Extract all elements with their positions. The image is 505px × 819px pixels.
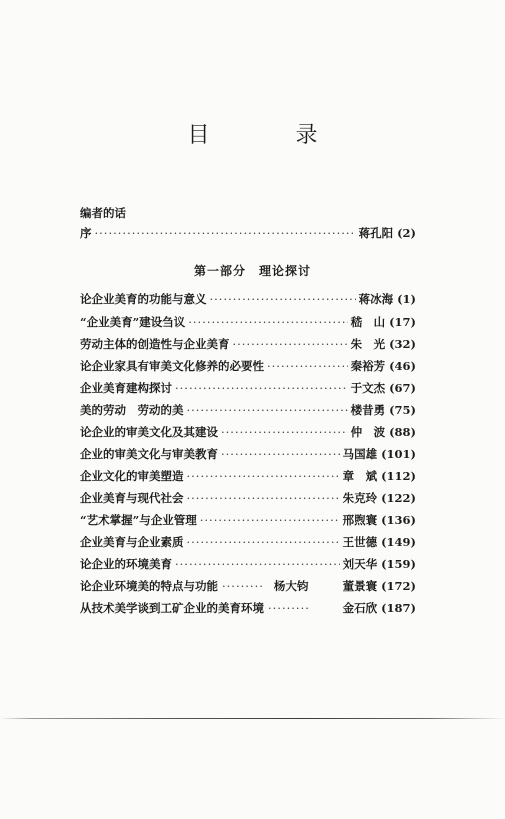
entry-title: “企业美育”建设刍议 [80, 315, 186, 329]
entry-author: 王世德 [342, 535, 378, 549]
dot-leader [267, 358, 348, 374]
entry-page: (46) [389, 359, 416, 373]
entry-author: 嵇 山 [350, 315, 386, 329]
entry-author: 邢煦寰 [342, 513, 378, 527]
dot-leader [175, 380, 348, 396]
entry-author: 于文杰 [350, 381, 386, 395]
entry-page: (88) [389, 425, 416, 439]
entry-page: (75) [389, 403, 416, 417]
toc-entry [80, 534, 416, 552]
toc-entry [80, 468, 416, 486]
toc-entry [80, 490, 416, 508]
entry-title: 论企业的审美文化及其建设 [80, 425, 218, 439]
entry-title: 企业文化的审美塑造 [80, 469, 184, 483]
entry-title: 论企业的环境美育 [80, 557, 172, 571]
toc-entry [80, 512, 416, 530]
entry-page: (1) [397, 292, 416, 306]
toc-entry [80, 380, 416, 398]
entry-title: 企业美育建构探讨 [80, 381, 172, 395]
entry-page: (159) [381, 557, 416, 571]
page-bottom-rule [0, 718, 505, 719]
editor-words-heading: 编者的话 [80, 206, 126, 220]
entry-page: (136) [381, 513, 416, 527]
entry-title: 论企业家具有审美文化修养的必要性 [80, 359, 264, 373]
dot-leader [187, 534, 340, 550]
entry-author: 刘天华 [342, 557, 378, 571]
dot-leader [268, 600, 310, 616]
entry-author: 蒋冰海 [358, 292, 394, 306]
dot-leader [175, 556, 340, 572]
entry-author: 董景寰 [342, 579, 378, 593]
dot-leader [187, 490, 340, 506]
entry-author: 朱克玲 [342, 491, 378, 505]
entry-title: 企业的审美文化与审美教育 [80, 447, 218, 461]
entry-author: 章 斌 [342, 469, 378, 483]
entry-author: 马国雄 [342, 447, 378, 461]
entry-author: 楼昔勇 [350, 403, 386, 417]
entry-title: 劳动主体的创造性与企业美育 [80, 337, 230, 351]
entry-title: 从技术美学谈到工矿企业的美育环境 [80, 601, 264, 615]
dot-leader [200, 512, 340, 528]
entry-page: (101) [381, 447, 416, 461]
entry-page: (67) [389, 381, 416, 395]
entry-page: (122) [381, 491, 416, 505]
toc-entry [80, 358, 416, 376]
dot-leader [210, 291, 356, 307]
dot-leader [95, 225, 356, 241]
entry-page: (112) [381, 469, 416, 483]
entry-title: “艺术掌握”与企业管理 [80, 513, 197, 527]
dot-leader [187, 468, 340, 484]
dot-leader [222, 578, 264, 594]
dot-leader [221, 424, 348, 440]
entry-title: 序 [80, 226, 92, 240]
toc-entry [80, 402, 416, 420]
entry-author: 金石欣 [342, 601, 378, 615]
toc-entry [80, 314, 416, 332]
toc-entry [80, 446, 416, 464]
entry-page: (187) [381, 601, 416, 615]
section-heading: 第一部分 理论探讨 [193, 264, 311, 278]
entry-title: 企业美育与现代社会 [80, 491, 184, 505]
dot-leader [233, 336, 348, 352]
entry-author: 蒋孔阳 [358, 226, 394, 240]
toc-entry [80, 556, 416, 574]
entry-coauthor: 杨大钧 [273, 579, 309, 593]
entry-page: (149) [381, 535, 416, 549]
toc-entry [80, 336, 416, 354]
dot-leader [221, 446, 340, 462]
entry-title: 论企业环境美的特点与功能 [80, 579, 218, 593]
entry-page: (2) [397, 226, 416, 240]
entry-page: (172) [381, 579, 416, 593]
page-title: 目 录 [187, 123, 350, 148]
entry-title: 美的劳动 劳动的美 [80, 403, 184, 417]
entry-title: 企业美育与企业素质 [80, 535, 184, 549]
entry-author: 朱 光 [350, 337, 386, 351]
entry-page: (17) [389, 315, 416, 329]
entry-author: 秦裕芳 [350, 359, 386, 373]
toc-entry [80, 578, 416, 596]
dot-leader [187, 402, 348, 418]
dot-leader [188, 314, 347, 330]
entry-author: 仲 波 [350, 425, 386, 439]
preface-entry [80, 225, 416, 243]
toc-entry [80, 424, 416, 442]
toc-entry [80, 291, 416, 309]
entry-title: 论企业美育的功能与意义 [80, 292, 207, 306]
entry-page: (32) [389, 337, 416, 351]
toc-entry [80, 600, 416, 618]
